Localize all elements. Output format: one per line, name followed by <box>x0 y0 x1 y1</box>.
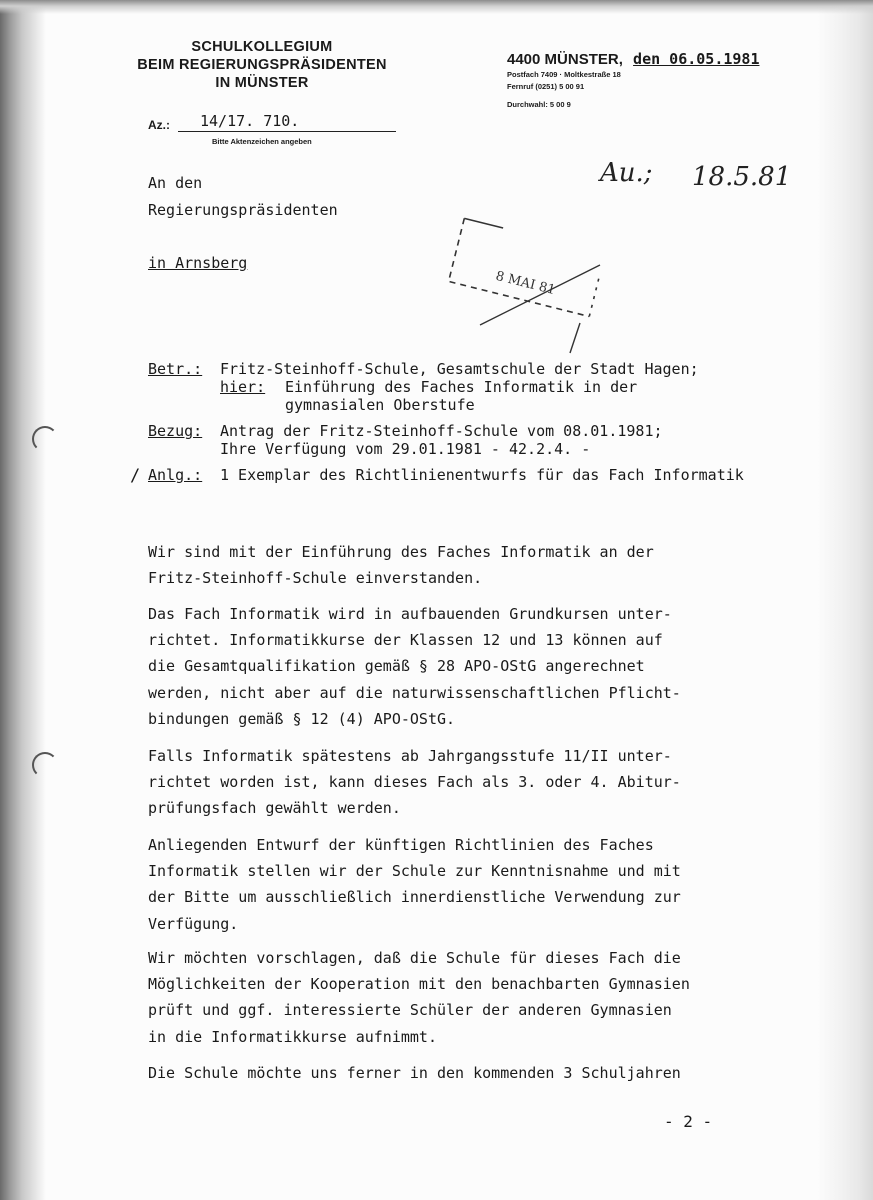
body-line: Die Schule möchte uns ferner in den kommenden 3 Schuljahren <box>148 1064 681 1082</box>
body-line: Das Fach Informatik wird in aufbauenden Grundkursen unter- <box>148 605 672 623</box>
stamp-date: 8 MAI 81 <box>494 268 557 299</box>
body-line: Falls Informatik spätestens ab Jahrgangsstufe 11/II unter- <box>148 747 672 765</box>
reference-line <box>178 131 396 132</box>
authority-line: IN MÜNSTER <box>215 75 309 91</box>
body-line: in die Informatikkurse aufnimmt. <box>148 1027 437 1046</box>
punch-hole-mark <box>32 426 58 452</box>
body-line: Anliegenden Entwurf der künftigen Richtlinien des Faches <box>148 836 654 854</box>
body-line: richtet worden ist, kann dieses Fach als 3. oder 4. Abitur- <box>148 773 681 792</box>
betr-text: Fritz-Steinhoff-Schule, Gesamtschule der Stadt Hagen; <box>220 360 699 378</box>
handwritten-date: 18.5.81 <box>692 162 792 192</box>
betr-label: Betr.: <box>148 360 203 378</box>
body-paragraph <box>148 601 788 732</box>
body-paragraph <box>148 832 788 937</box>
body-paragraph <box>148 539 788 591</box>
body-line: Wir sind mit der Einführung des Faches Informatik an der <box>148 543 654 561</box>
authority-line: SCHULKOLLEGIUM <box>191 39 333 55</box>
body-line: prüft und ggf. interessierte Schüler der anderen Gymnasien <box>148 1001 672 1020</box>
hier-text-2: gymnasialen Oberstufe <box>285 396 475 414</box>
recipient-line: Regierungspräsidenten <box>148 201 338 219</box>
body-line: Fritz-Steinhoff-Schule einverstanden. <box>148 569 483 588</box>
body-paragraph <box>148 1060 788 1086</box>
letter-date: den 06.05.1981 <box>633 50 760 68</box>
bezug-text-2: Ihre Verfügung vom 29.01.1981 - 42.2.4. - <box>220 440 591 458</box>
handwritten-mark: Au.; <box>600 158 653 188</box>
anlg-label: Anlg.: <box>148 466 203 484</box>
reference-value: 14/17. 710. <box>200 112 300 130</box>
body-line: prüfungsfach gewählt werden. <box>148 799 401 818</box>
city-date <box>507 50 759 68</box>
hier-label: hier: <box>220 378 266 396</box>
scan-edge-right <box>817 0 873 1200</box>
reference-hint: Bitte Aktenzeichen angeben <box>212 137 312 146</box>
body-paragraph <box>148 945 788 1050</box>
body-line: Informatik stellen wir der Schule zur Kenntnisnahme und mit <box>148 862 681 881</box>
recipient-line: An den <box>148 174 203 192</box>
body-line: Verfügung. <box>148 914 239 933</box>
body-line: richtet. Informatikkurse der Klassen 12 und 13 können auf <box>148 631 663 650</box>
body-line: werden, nicht aber auf die naturwissenschaftlichen Pflicht- <box>148 683 681 702</box>
body-line: der Bitte um ausschließlich innerdienstliche Verwendung zur <box>148 888 681 907</box>
durchwahl: Durchwahl: 5 00 9 <box>507 100 571 109</box>
bezug-label: Bezug: <box>148 422 203 440</box>
body-line: Möglichkeiten der Kooperation mit den benachbarten Gymnasien <box>148 975 690 994</box>
fernruf: Fernruf (0251) 5 00 91 <box>507 82 585 91</box>
bezug-text: Antrag der Fritz-Steinhoff-Schule vom 08.01.1981; <box>220 422 663 440</box>
reference-label: Az.: <box>148 118 170 132</box>
punch-hole-mark <box>32 752 58 778</box>
body-line: Wir möchten vorschlagen, daß die Schule für dieses Fach die <box>148 949 681 967</box>
body-line: bindungen gemäß § 12 (4) APO-OStG. <box>148 709 456 728</box>
authority-line: BEIM REGIERUNGSPRÄSIDENTEN <box>137 57 387 73</box>
margin-slash: / <box>130 466 141 486</box>
city: 4400 MÜNSTER, <box>507 51 623 68</box>
recipient-city: in Arnsberg <box>148 254 248 272</box>
authority-name <box>112 38 412 92</box>
postfach: Postfach 7409 · Moltkestraße 18 <box>507 70 621 79</box>
anlg-text: 1 Exemplar des Richtlinienentwurfs für das Fach Informatik <box>220 466 744 484</box>
body-paragraph <box>148 743 788 822</box>
scan-edge-left <box>0 0 46 1200</box>
scan-edge-top <box>0 0 873 14</box>
page-number: - 2 - <box>664 1112 713 1131</box>
body-line: die Gesamtqualifikation gemäß § 28 APO-OStG angerechnet <box>148 657 645 676</box>
hier-text: Einführung des Faches Informatik in der <box>285 378 638 396</box>
